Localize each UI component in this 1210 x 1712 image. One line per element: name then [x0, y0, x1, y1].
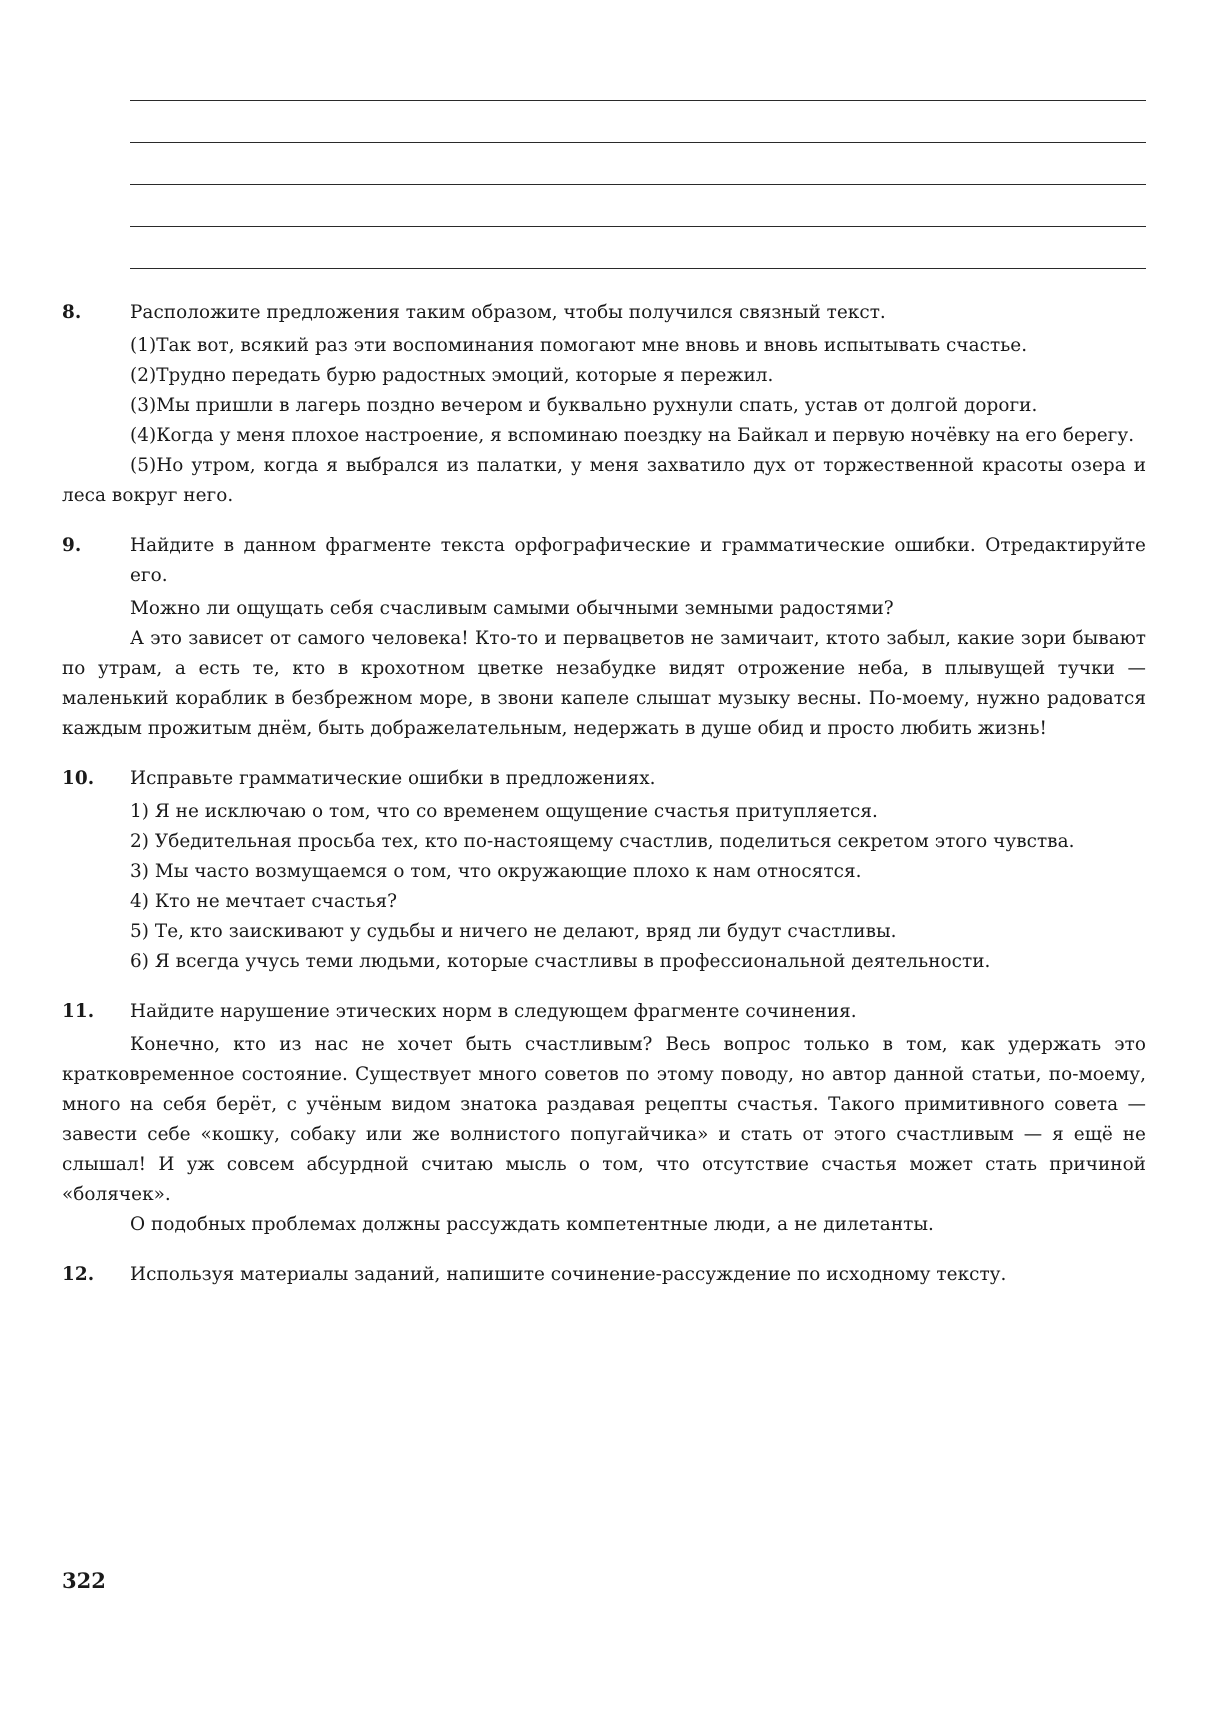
- task-number: 11.: [62, 1001, 95, 1022]
- fragment-body: А это зависет от самого человека! Кто-то и первацветов не замичаит, ктото забыл, какие зори бывают по утрам, а есть те, кто в крохотном цветке незабудке видят отрожение неба, в плывущей тучки — маленький кораблик в безбрежном море, в звони капеле слышат музыку весны. По-моему, нужно радоватся каждым прожитым днём, быть дображелательным, недержать в душе обид и просто любить жизнь!: [62, 628, 1146, 739]
- task-heading: Найдите в данном фрагменте текста орфографические и грамматические ошибки. Отредактируйте его.: [130, 535, 1146, 586]
- answer-line: [130, 185, 1146, 227]
- sentence-item: (3)Мы пришли в лагерь поздно вечером и буквально рухнули спать, устав от долгой дороги.: [130, 395, 1038, 416]
- answer-line: [130, 227, 1146, 269]
- sentence-item: (1)Так вот, всякий раз эти воспоминания помогают мне вновь и вновь испытывать счастье.: [130, 335, 1028, 356]
- sentence-item: 6) Я всегда учусь теми людьми, которые счастливы в профессиональной деятельности.: [130, 951, 991, 972]
- answer-line: [130, 143, 1146, 185]
- task-number: 10.: [62, 768, 95, 789]
- essay-fragment: О подобных проблемах должны рассуждать компетентные люди, а не дилетанты.: [130, 1214, 934, 1235]
- task-heading: Расположите предложения таким образом, чтобы получился связный текст.: [130, 302, 886, 323]
- task-8: [62, 298, 1146, 511]
- task-number: 12.: [62, 1264, 95, 1285]
- task-number: 9.: [62, 535, 82, 556]
- task-11: [62, 997, 1146, 1240]
- sentence-item: 1) Я не исключаю о том, что со временем ощущение счастья притупляется.: [130, 801, 878, 822]
- sentence-item: 5) Те, кто заискивают у судьбы и ничего не делают, вряд ли будут счастливы.: [130, 921, 897, 942]
- answer-line: [130, 101, 1146, 143]
- task-heading: Найдите нарушение этических норм в следующем фрагменте сочинения.: [130, 1001, 857, 1022]
- essay-fragment: Конечно, кто из нас не хочет быть счастливым? Весь вопрос только в том, как удержать это кратковременное состояние. Существует много советов по этому поводу, но автор данной статьи, по-моему, много на себя берёт, с учёным видом знатока раздавая рецепты счастья. Такого примитивного совета — завести себе «кошку, собаку или же волнистого попугайчика» и стать от этого счастливым — я ещё не слышал! И уж совсем абсурдной считаю мысль о том, что отсутствие счастья может стать причиной «болячек».: [62, 1034, 1146, 1205]
- task-number: 8.: [62, 302, 82, 323]
- task-9: [62, 531, 1146, 744]
- tasks-content: [62, 298, 1146, 1290]
- task-12: [62, 1260, 1146, 1290]
- sentence-item: (4)Когда у меня плохое настроение, я вспоминаю поездку на Байкал и первую ночёвку на его берегу.: [130, 425, 1135, 446]
- page-number: 322: [62, 1568, 106, 1593]
- answer-lines: [130, 100, 1146, 269]
- sentence-item: 2) Убедительная просьба тех, кто по-настоящему счастлив, поделиться секретом этого чувства.: [130, 831, 1075, 852]
- sentence-item: (2)Трудно передать бурю радостных эмоций, которые я пережил.: [130, 365, 774, 386]
- sentence-item: (5)Но утром, когда я выбрался из палатки, у меня захватило дух от торжественной красоты озера и леса вокруг него.: [62, 455, 1146, 506]
- sentence-item: 4) Кто не мечтает счастья?: [130, 891, 398, 912]
- sentence-item: 3) Мы часто возмущаемся о том, что окружающие плохо к нам относятся.: [130, 861, 862, 882]
- task-heading: Используя материалы заданий, напишите сочинение-рассуждение по исходному тексту.: [130, 1264, 1007, 1285]
- task-10: [62, 764, 1146, 977]
- fragment-question: Можно ли ощущать себя счасливым самыми обычными земными радостями?: [130, 598, 894, 619]
- task-heading: Исправьте грамматические ошибки в предложениях.: [130, 768, 656, 789]
